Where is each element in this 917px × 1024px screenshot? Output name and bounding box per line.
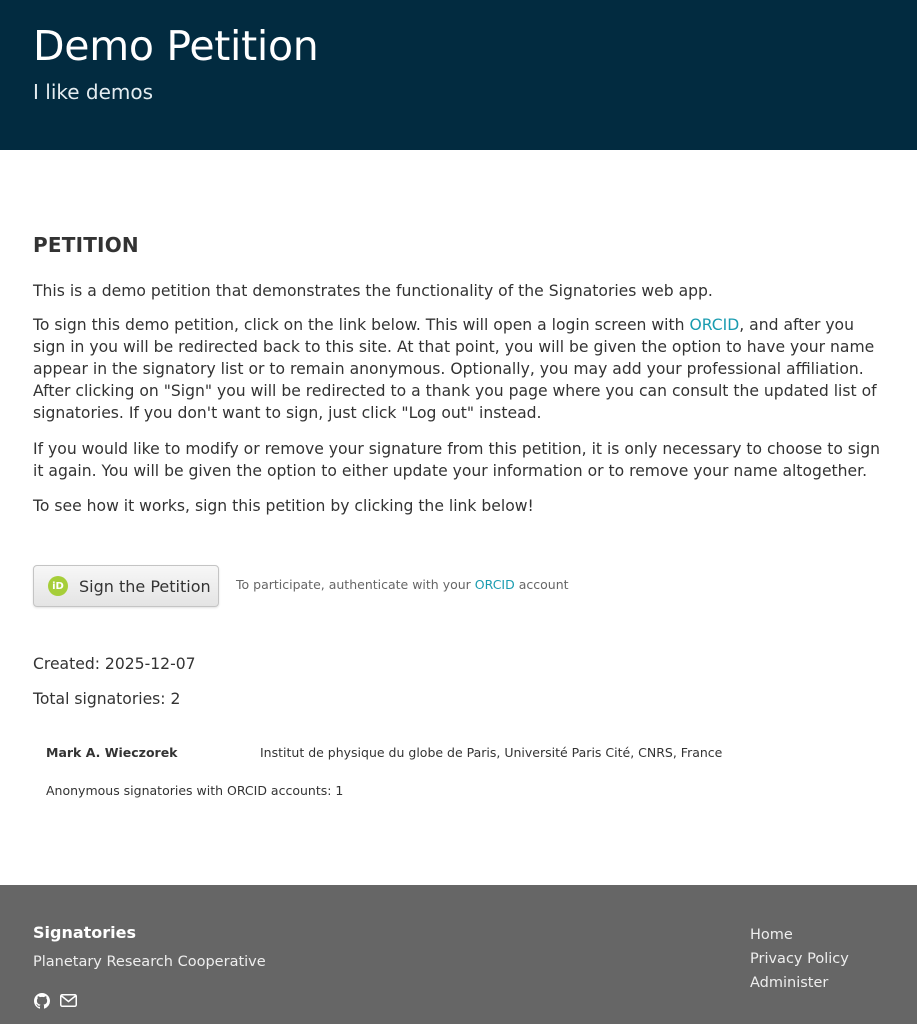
- footer-social-icons: [33, 992, 77, 1009]
- page-header: [0, 0, 917, 150]
- page-title: Demo Petition: [33, 22, 319, 70]
- instructions-text-part: To sign this demo petition, click on the link below. This will open a login screen with: [33, 316, 690, 334]
- petition-heading: PETITION: [33, 233, 139, 257]
- note-text-part: To participate, authenticate with your: [236, 577, 475, 592]
- note-text-part: account: [514, 577, 569, 592]
- page-subtitle: I like demos: [33, 80, 154, 104]
- signatory-name: Mark A. Wieczorek: [46, 745, 178, 760]
- footer-site-title: Signatories: [33, 923, 137, 942]
- sign-petition-button[interactable]: [33, 565, 219, 607]
- orcid-link[interactable]: ORCID: [689, 316, 740, 334]
- total-signatories: Total signatories: 2: [33, 690, 181, 708]
- anonymous-signatories-count: Anonymous signatories with ORCID accounts: 1: [46, 783, 344, 798]
- sign-petition-label: Sign the Petition: [79, 576, 211, 596]
- signatory-affiliation: Institut de physique du globe de Paris, Université Paris Cité, CNRS, France: [260, 745, 723, 760]
- footer-link-privacy-policy[interactable]: Privacy Policy: [750, 951, 849, 967]
- petition-instructions-text: [33, 314, 888, 424]
- petition-cta-text: To see how it works, sign this petition by clicking the link below!: [33, 497, 534, 515]
- footer-nav: [750, 927, 849, 999]
- instructions-text-part: , and after you sign in you will be redirected back to this site. At that point, you will be given the option to have your name appear in the signatory list or to remain anonymous. Optionally, you may add your professional affiliation. After clicking on "Sign" you will be redirected to a thank you page where you can consult the updated list of signatories. If you don't want to sign, just click "Log out" instead.: [33, 316, 877, 422]
- orcid-account-link[interactable]: ORCID: [474, 577, 515, 592]
- orcid-icon: iD: [48, 576, 68, 596]
- footer-link-home[interactable]: Home: [750, 927, 793, 943]
- footer-organization: Planetary Research Cooperative: [33, 954, 266, 970]
- page-footer: [0, 885, 917, 1024]
- created-date: Created: 2025-12-07: [33, 655, 196, 673]
- footer-link-administer[interactable]: Administer: [750, 975, 829, 991]
- github-icon[interactable]: [33, 992, 50, 1009]
- authenticate-note: [236, 577, 569, 592]
- mail-icon[interactable]: [60, 992, 77, 1009]
- petition-intro-text: This is a demo petition that demonstrates the functionality of the Signatories web app.: [33, 282, 713, 300]
- petition-modify-text: If you would like to modify or remove your signature from this petition, it is only necessary to choose to sign it again. You will be given the option to either update your information or to remove your name altogether.: [33, 440, 881, 480]
